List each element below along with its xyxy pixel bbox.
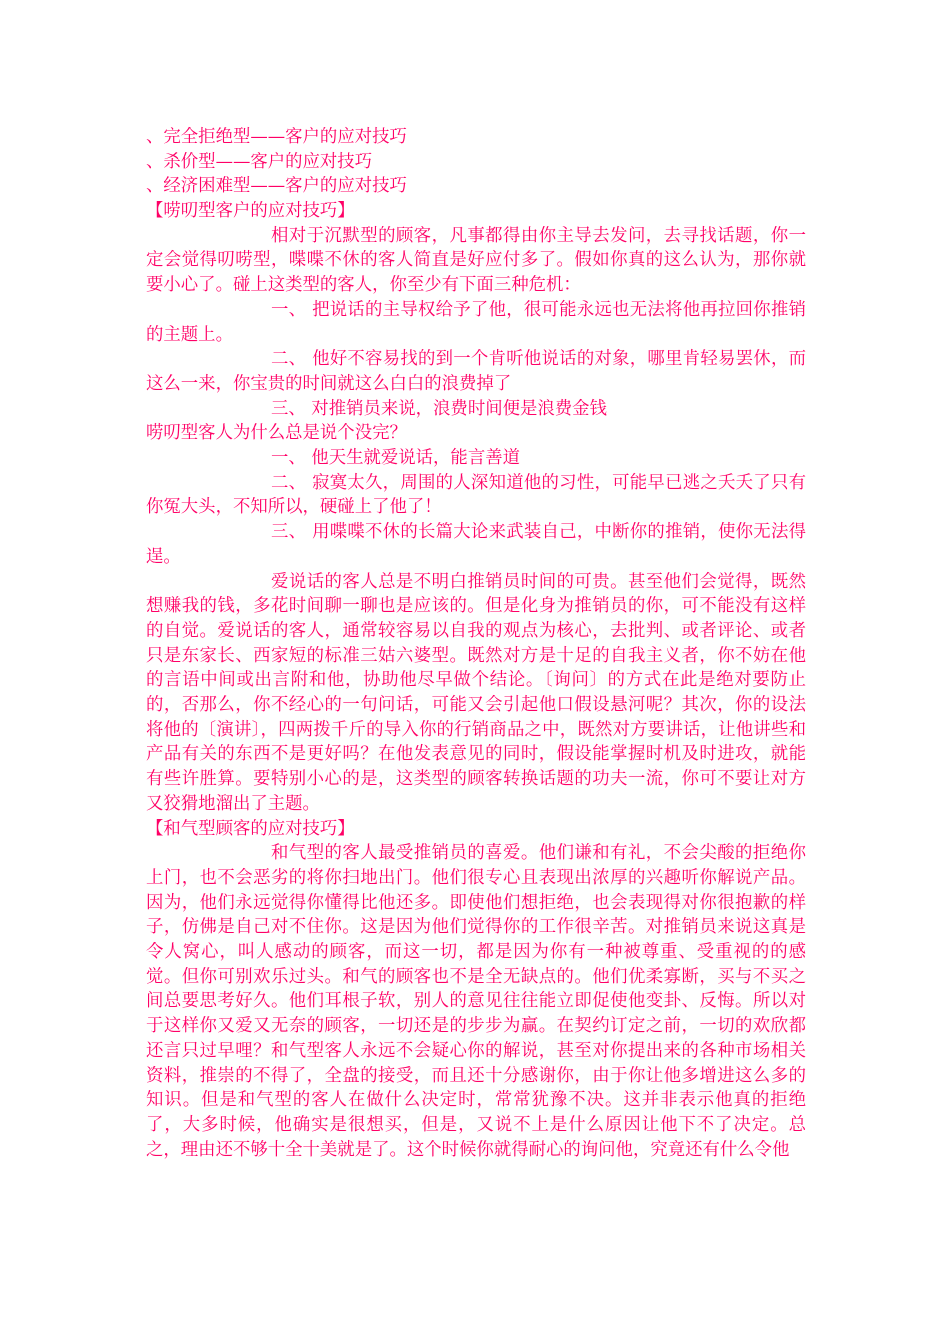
- talkative-reason-2: 二、 寂寞太久，周围的人深知道他的习性，可能早已逃之夭夭了只有你冤大头，不知所以，硬碰上了他了！: [146, 472, 806, 518]
- section-heading-talkative: 【唠叨型客户的应对技巧】: [146, 201, 355, 222]
- talkative-question: 唠叨型客人为什么总是说个没完？: [146, 423, 407, 444]
- document-page: [146, 125, 806, 1162]
- talkative-reason-3: 三、 用喋喋不休的长篇大论来武装自己，中断你的推销，使你无法得逞。: [146, 522, 806, 567]
- talkative-reason-1: 一、 他天生就爱说话，能言善道: [271, 448, 520, 469]
- talkative-crisis-1: 一、 把说话的主导权给予了他，很可能永远也无法将他再拉回你推销的主题上。: [146, 299, 806, 345]
- line-complete-rejection: 、完全拒绝型——客户的应对技巧: [146, 127, 407, 147]
- talkative-crisis-2: 二、 他好不容易找的到一个肯听他说话的对象，哪里肯轻易罢休，而这么一来，你宝贵的时间就这么白白的浪费掉了: [146, 349, 806, 394]
- talkative-crisis-3: 三、 对推销员来说，浪费时间便是浪费金钱: [271, 398, 607, 419]
- line-economic-difficulty: 、经济困难型——客户的应对技巧: [146, 176, 407, 197]
- line-price-cutting: 、杀价型——客户的应对技巧: [146, 151, 373, 172]
- amiable-body-paragraph: 和气型的客人最受推销员的喜爱。他们谦和有礼，不会尖酸的拒绝你上门，也不会恶劣的将你扫地出门。他们很专心且表现出浓厚的兴趣听你解说产品。因为，他们永远觉得你懂得比他还多。即使他们想拒绝，也会表现得对你很抱歉的样子，仿佛是自己对不住你。这是因为他们觉得你的工作很辛苦。对推销员来说这真是令人窝心，叫人感动的顾客，而这一切，都是因为你有一种被尊重、受重视的的感觉。但你可别欢乐过头。和气的顾客也不是全无缺点的。他们优柔寡断，买与不买之间总要思考好久。他们耳根子软，别人的意见往往能立即促使他变卦、反悔。所以对于这样你又爱又无奈的顾客，一切还是的步步为赢。在契约订定之前，一切的欢欣都还言只过早哩？和气型客人永远不会疑心你的解说，甚至对你提出来的各种市场相关资料，推崇的不得了，全盘的接受，而且还十分感谢你，由于你让他多增进这么多的知识。但是和气型的客人在做什么决定时，常常犹豫不决。这并非表示他真的拒绝了，大多时候，他确实是很想买，但是，又说不上是什么原因让他下不了决定。总之，理由还不够十全十美就是了。这个时候你就得耐心的询问他，究竟还有什么令他: [146, 843, 806, 1160]
- section-heading-amiable: 【和气型顾客的应对技巧】: [146, 818, 355, 839]
- talkative-intro-paragraph: 相对于沉默型的顾客，凡事都得由你主导去发问，去寻找话题，你一定会觉得叨唠型，喋喋不休的客人简直是好应付多了。假如你真的这么认为，那你就要小心了。碰上这类型的客人，你至少有下面三种危机：: [146, 225, 806, 296]
- talkative-body-paragraph: 爱说话的客人总是不明白推销员时间的可贵。甚至他们会觉得，既然想赚我的钱，多花时间聊一聊也是应该的。但是化身为推销员的你，可不能没有这样的自觉。爱说话的客人，通常较容易以自我的观点为核心，去批判、或者评论、或者只是东家长、西家短的标准三姑六婆型。既然对方是十足的自我主义者，你不妨在他的言语中间或出言附和他，协助他尽早做个结论。〔询问〕的方式在此是绝对要防止的，否那么，你不经心的一句问话，可能又会引起他口假设悬河呢？其次，你的设法将他的〔演讲〕，四两拨千斤的导入你的行销商品之中，既然对方要讲话，让他讲些和产品有关的东西不是更好吗？在他发表意见的同时，假设能掌握时机及时进攻，就能有些许胜算。要特别小心的是，这类型的顾客转换话题的功夫一流，你可不要让对方又狡猾地溜出了主题。: [146, 571, 806, 814]
